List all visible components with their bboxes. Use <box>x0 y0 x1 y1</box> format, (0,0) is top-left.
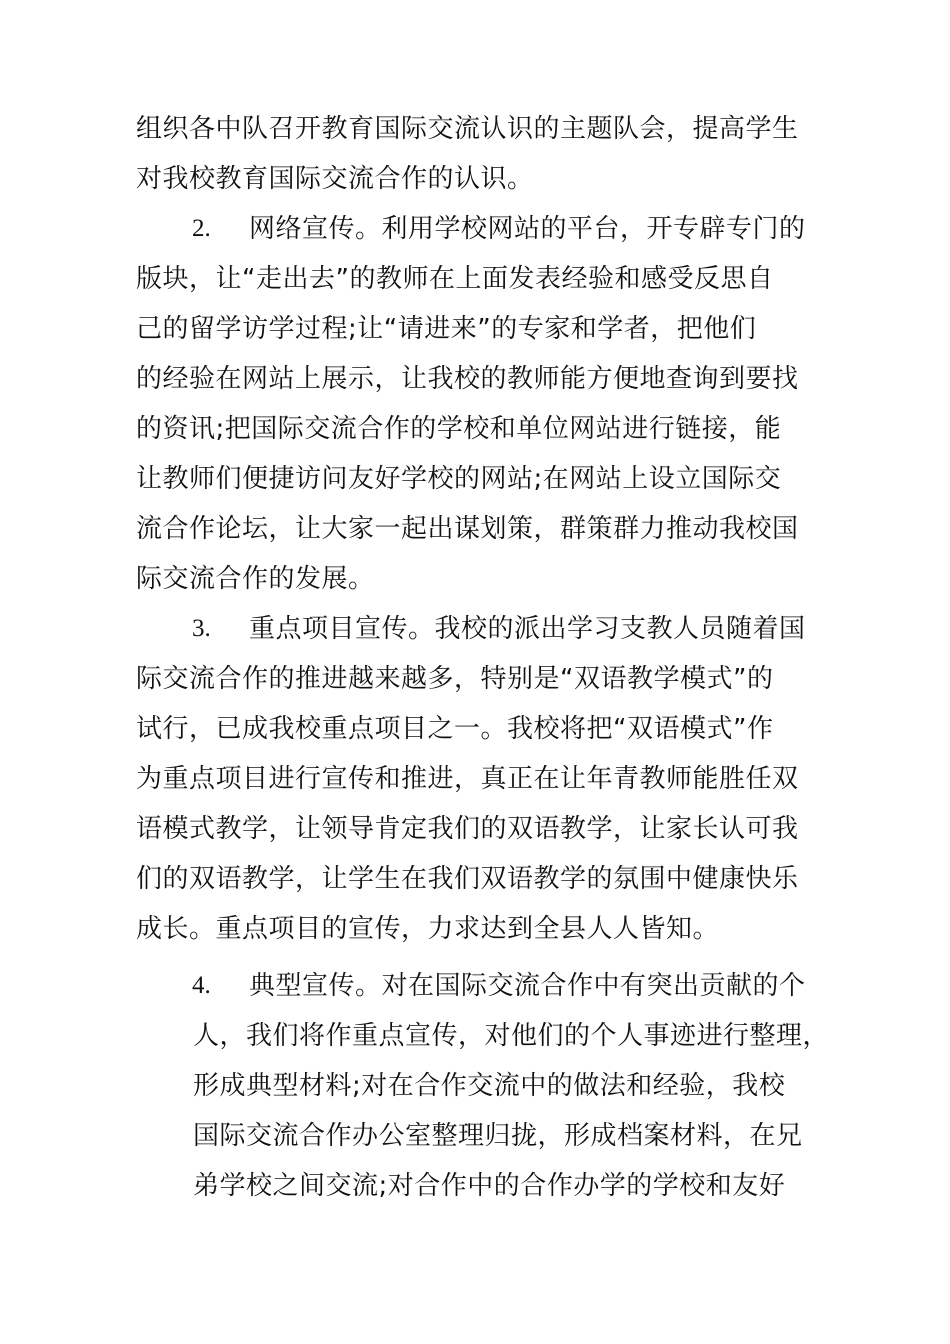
text-line: 人，我们将作重点宣传，对他们的个人事迹进行整理， <box>193 1021 830 1051</box>
text-line: 版块，让“走出去”的教师在上面发表经验和感受反思自 <box>136 264 774 294</box>
text-line: 让教师们便捷访问友好学校的网站;在网站上设立国际交 <box>136 464 782 494</box>
text-line: 对我校教育国际交流合作的认识。 <box>136 164 534 194</box>
text-line: 的经验在网站上展示，让我校的教师能方便地查询到要找 <box>136 364 799 394</box>
text-line: 典型宣传。对在国际交流合作中有突出贡献的个 <box>249 971 806 1001</box>
text-line: 组织各中队召开教育国际交流认识的主题队会，提高学生 <box>136 114 799 144</box>
text-line: 语模式教学，让领导肯定我们的双语教学，让家长认可我 <box>136 814 799 844</box>
text-line: 的资讯;把国际交流合作的学校和单位网站进行链接，能 <box>136 414 782 444</box>
text-line: 试行，已成我校重点项目之一。我校将把“双语模式”作 <box>136 714 774 744</box>
text-line: 重点项目宣传。我校的派出学习支教人员随着国 <box>249 614 806 644</box>
text-line: 为重点项目进行宣传和推进，真正在让年青教师能胜任双 <box>136 764 799 794</box>
text-line: 形成典型材料;对在合作交流中的做法和经验，我校 <box>193 1071 786 1101</box>
text-line: 成长。重点项目的宣传，力求达到全县人人皆知。 <box>136 914 720 944</box>
list-number: 2. <box>192 215 211 242</box>
text-line: 流合作论坛，让大家一起出谋划策，群策群力推动我校国 <box>136 514 799 544</box>
text-line: 际交流合作的发展。 <box>136 564 375 594</box>
list-number: 4. <box>192 972 211 999</box>
text-line: 己的留学访学过程;让“请进来”的专家和学者，把他们 <box>136 314 757 344</box>
list-number: 3. <box>192 615 211 642</box>
text-line: 弟学校之间交流;对合作中的合作办学的学校和友好 <box>193 1171 786 1201</box>
text-line: 们的双语教学，让学生在我们双语教学的氛围中健康快乐 <box>136 864 799 894</box>
text-line: 际交流合作的推进越来越多，特别是“双语教学模式”的 <box>136 664 774 694</box>
text-line: 国际交流合作办公室整理归拢，形成档案材料，在兄 <box>193 1121 803 1151</box>
text-line: 网络宣传。利用学校网站的平台，开专辟专门的 <box>249 214 806 244</box>
